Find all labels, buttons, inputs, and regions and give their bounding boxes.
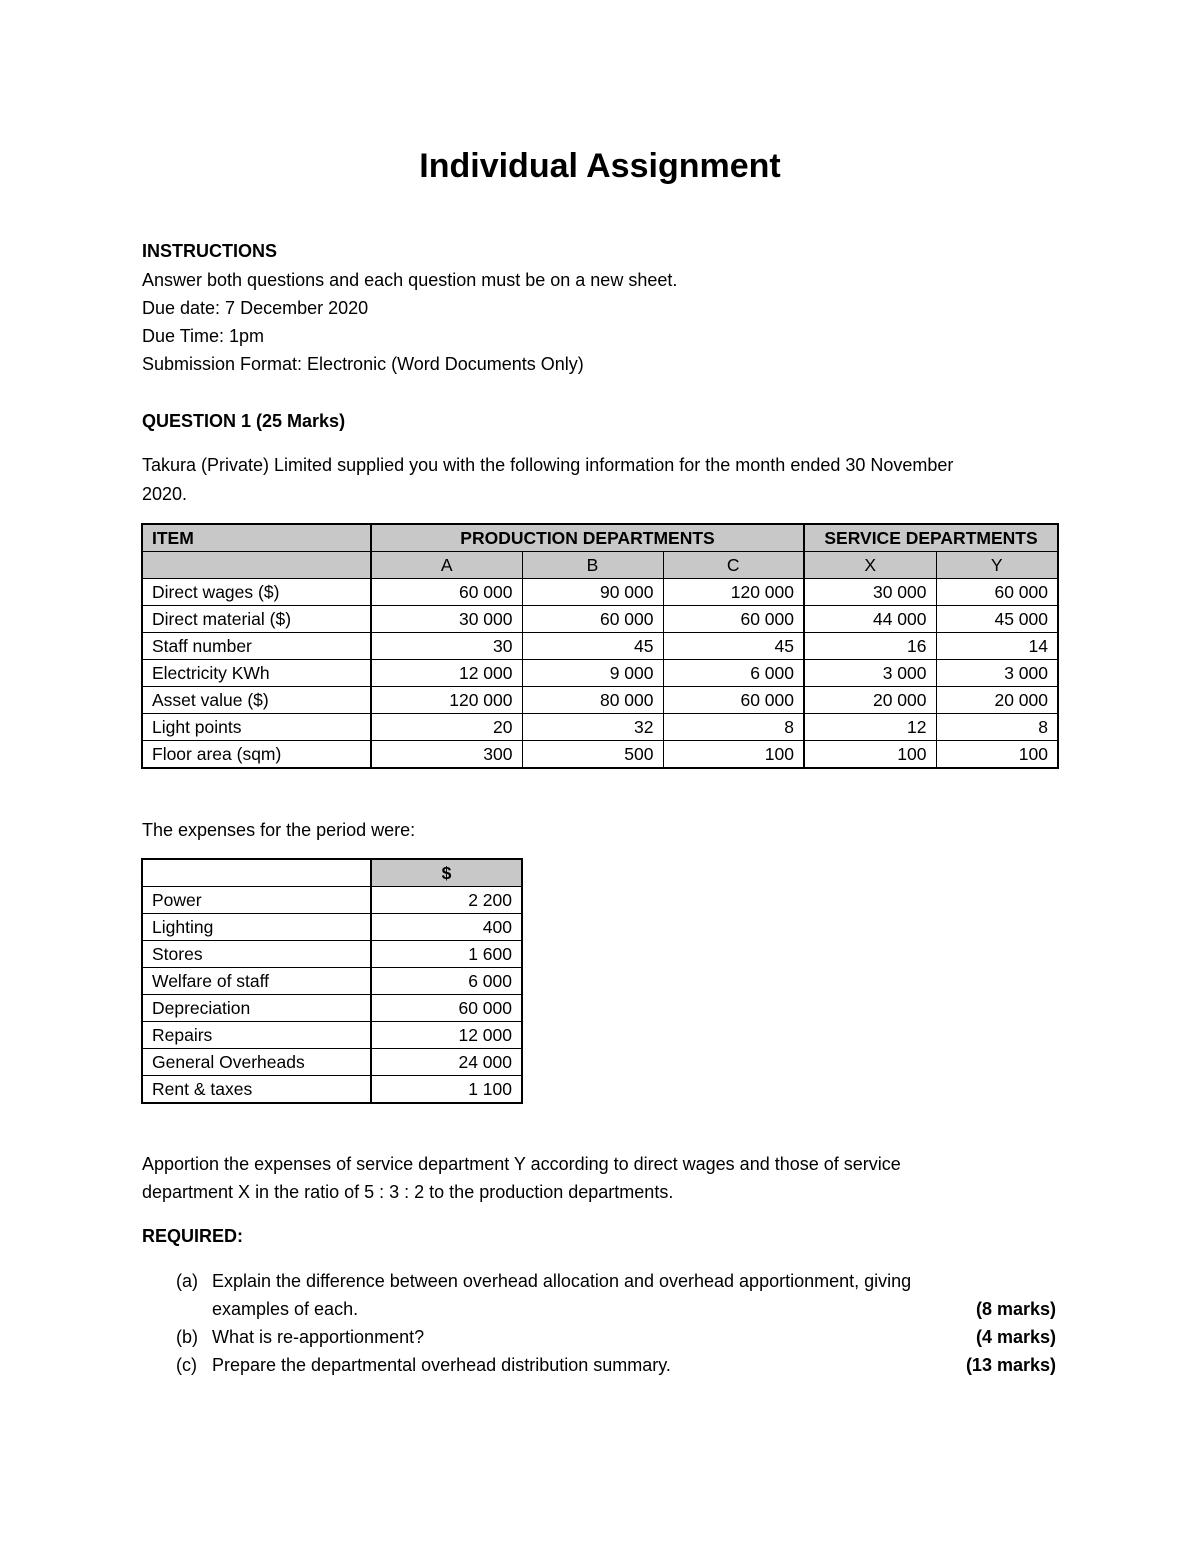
expense-row (142, 1049, 522, 1076)
expense-row (142, 914, 522, 941)
table-cell: 20 (371, 714, 522, 741)
required-item-a (176, 1267, 911, 1295)
table-cell: 60 000 (936, 579, 1058, 606)
instruction-line: Answer both questions and each question must be on a new sheet. (142, 270, 678, 290)
table-cell: 45 (522, 633, 663, 660)
table-cell: 32 (522, 714, 663, 741)
submission-format: Submission Format: Electronic (Word Documents Only) (142, 354, 584, 374)
row-label: Direct wages ($) (142, 579, 371, 606)
table-cell: 44 000 (804, 606, 936, 633)
apportion-instruction: Apportion the expenses of service department Y according to direct wages and those of service (142, 1154, 901, 1174)
table-cell: 16 (804, 633, 936, 660)
expenses-header-blank (142, 859, 371, 887)
table-row (142, 714, 1058, 741)
table-row (142, 579, 1058, 606)
expense-row (142, 1076, 522, 1104)
table-cell: 3 000 (936, 660, 1058, 687)
table-cell: 14 (936, 633, 1058, 660)
table-cell: 90 000 (522, 579, 663, 606)
table-cell: 8 (936, 714, 1058, 741)
table-cell: 8 (663, 714, 804, 741)
row-label: Direct material ($) (142, 606, 371, 633)
row-label: Staff number (142, 633, 371, 660)
required-item-c (176, 1351, 671, 1379)
table-cell: 9 000 (522, 660, 663, 687)
question-heading: QUESTION 1 (25 Marks) (142, 411, 346, 431)
row-label: Floor area (sqm) (142, 741, 371, 769)
required-letter: (c) (176, 1355, 197, 1375)
instructions-heading: INSTRUCTIONS (142, 241, 277, 261)
table-cell: 30 (371, 633, 522, 660)
expense-label: Repairs (142, 1022, 371, 1049)
required-text: What is re-apportionment? (212, 1327, 425, 1347)
expense-value: 1 600 (371, 941, 522, 968)
table-cell: 60 000 (663, 687, 804, 714)
row-label: Light points (142, 714, 371, 741)
expense-row (142, 1022, 522, 1049)
table-row (142, 660, 1058, 687)
table-cell: 20 000 (936, 687, 1058, 714)
marks-b: (4 marks) (975, 1327, 1056, 1347)
expense-value: 2 200 (371, 887, 522, 914)
table-cell: 30 000 (371, 606, 522, 633)
expense-value: 60 000 (371, 995, 522, 1022)
table-cell: 100 (804, 741, 936, 769)
item-header: ITEM (142, 524, 371, 552)
required-text: Explain the difference between overhead allocation and overhead apportionment, giving (212, 1271, 912, 1291)
row-label: Electricity KWh (142, 660, 371, 687)
question-intro-cont: 2020. (142, 484, 188, 504)
expense-label: Stores (142, 941, 371, 968)
expense-row (142, 941, 522, 968)
table-cell: 12 000 (371, 660, 522, 687)
apportion-instruction-cont: department X in the ratio of 5 : 3 : 2 to the production departments. (142, 1182, 674, 1202)
expense-value: 6 000 (371, 968, 522, 995)
expense-value: 400 (371, 914, 522, 941)
table-cell: 100 (663, 741, 804, 769)
due-time: Due Time: 1pm (142, 326, 265, 346)
item-header-blank (142, 552, 371, 579)
table-cell: 45 (663, 633, 804, 660)
expense-value: 1 100 (371, 1076, 522, 1104)
required-item-a-cont: examples of each. (212, 1299, 359, 1319)
row-label: Asset value ($) (142, 687, 371, 714)
column-header: Y (936, 552, 1058, 579)
expenses-table (141, 858, 523, 1104)
production-departments-header: PRODUCTION DEPARTMENTS (371, 524, 804, 552)
table-cell: 300 (371, 741, 522, 769)
expense-label: General Overheads (142, 1049, 371, 1076)
page-title: Individual Assignment (419, 147, 781, 185)
table-cell: 45 000 (936, 606, 1058, 633)
required-text: Prepare the departmental overhead distribution summary. (212, 1355, 671, 1375)
table-cell: 60 000 (371, 579, 522, 606)
table-cell: 120 000 (371, 687, 522, 714)
table-cell: 6 000 (663, 660, 804, 687)
expense-label: Depreciation (142, 995, 371, 1022)
table-cell: 60 000 (663, 606, 804, 633)
expense-label: Power (142, 887, 371, 914)
required-item-b (176, 1323, 424, 1351)
table-cell: 80 000 (522, 687, 663, 714)
marks-a: (8 marks) (975, 1299, 1056, 1319)
required-letter: (b) (176, 1327, 198, 1347)
table-row (142, 633, 1058, 660)
table-row (142, 606, 1058, 633)
column-header: C (663, 552, 804, 579)
currency-header: $ (371, 859, 522, 887)
question-intro: Takura (Private) Limited supplied you with the following information for the month ended 30 November (142, 455, 954, 475)
marks-c: (13 marks) (965, 1355, 1056, 1375)
expense-value: 24 000 (371, 1049, 522, 1076)
table-cell: 3 000 (804, 660, 936, 687)
service-departments-header: SERVICE DEPARTMENTS (804, 524, 1058, 552)
required-letter: (a) (176, 1271, 198, 1291)
required-heading: REQUIRED: (142, 1226, 244, 1246)
table-cell: 120 000 (663, 579, 804, 606)
column-header: A (371, 552, 522, 579)
table-row (142, 741, 1058, 769)
expense-row (142, 887, 522, 914)
expense-label: Lighting (142, 914, 371, 941)
due-date: Due date: 7 December 2020 (142, 298, 369, 318)
table-row (142, 687, 1058, 714)
expense-label: Welfare of staff (142, 968, 371, 995)
expenses-intro: The expenses for the period were: (142, 820, 416, 840)
expense-row (142, 968, 522, 995)
table-cell: 12 (804, 714, 936, 741)
table-cell: 100 (936, 741, 1058, 769)
table-cell: 500 (522, 741, 663, 769)
table-cell: 30 000 (804, 579, 936, 606)
expense-value: 12 000 (371, 1022, 522, 1049)
table-cell: 60 000 (522, 606, 663, 633)
column-header: X (804, 552, 936, 579)
column-header: B (522, 552, 663, 579)
expense-row (142, 995, 522, 1022)
expense-label: Rent & taxes (142, 1076, 371, 1104)
department-data-table (141, 523, 1059, 769)
table-cell: 20 000 (804, 687, 936, 714)
